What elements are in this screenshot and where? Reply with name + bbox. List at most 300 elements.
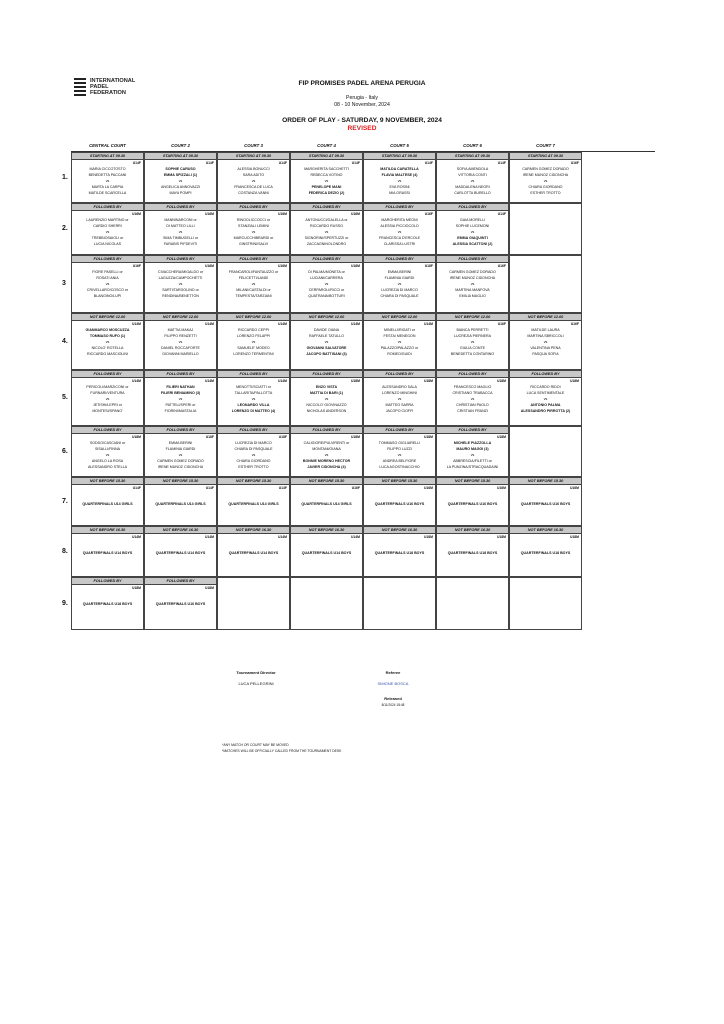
- player-name: MARIA CICCOTOSTO: [89, 167, 126, 171]
- player-name: FRANCAROLI/FANTAUZZO or: [228, 270, 279, 274]
- row-number: 6.: [62, 447, 68, 455]
- row-number: 5.: [62, 394, 68, 401]
- player-name: MARCUCCHIBRARDI or: [233, 236, 274, 240]
- time-bar: STARTING AT 09.30: [364, 153, 435, 160]
- time-bar: FOLLOWED BY: [145, 256, 216, 263]
- player-name: EMMA BERINI: [168, 441, 193, 445]
- match-cell: [144, 477, 217, 526]
- player-name: CIVACCHERA/MIGALDO or: [157, 270, 204, 274]
- player-name: ALESSIA PICCIOCOLO: [380, 224, 419, 228]
- category-label: U14F: [278, 486, 287, 490]
- time-bar: STARTING AT 09.30: [145, 153, 216, 160]
- player-name: ZACCAGNINOLONDRO: [306, 242, 347, 246]
- director-role: Tournament Director: [236, 670, 276, 675]
- player-name: IRENE MUNOZ CIDONCHA: [449, 276, 496, 280]
- category-label: U16F: [497, 322, 506, 326]
- row-number: 7.: [62, 497, 68, 505]
- category-label: U14F: [205, 161, 214, 165]
- time-bar: NOT BEFORE 15.30: [437, 478, 508, 485]
- quarterfinal-label: QUARTERFINALS U18 BOYS: [374, 551, 425, 555]
- player-name: COSTANZA VANNI: [238, 191, 269, 195]
- match-cell: [144, 526, 217, 577]
- player-name: PALAZZO/PALAZZO or: [380, 346, 419, 350]
- vs-label: vs: [324, 397, 329, 401]
- category-label: U16M: [204, 264, 214, 268]
- time-bar: NOT BEFORE 16.30: [437, 527, 508, 534]
- player-name: MARGHERITA MEONI: [381, 218, 418, 222]
- court-header: COURT 2: [171, 143, 190, 148]
- player-name: SOFIA AMENDOLA: [456, 167, 489, 171]
- player-name: ALESSIA BONUCCI: [237, 167, 270, 171]
- category-label: U14F: [278, 161, 287, 165]
- player-name: ANTONUCCI/GALELLA or: [305, 218, 348, 222]
- player-name: MARTA LA CARPIA: [91, 185, 124, 189]
- time-bar: FOLLOWED BY: [218, 204, 289, 211]
- time-bar: NOT BEFORE 12.00: [437, 314, 508, 321]
- quarterfinal-label: QUARTERFINALS U16 BOYS: [447, 502, 498, 506]
- quarterfinal-label: QUARTERFINALS U16 BOYS: [520, 502, 571, 506]
- player-name: PATTELI/SPERI or: [165, 403, 196, 407]
- quarterfinal-label: QUARTERFINALS U18 BOYS: [82, 602, 133, 606]
- time-bar: NOT BEFORE 12.00: [145, 314, 216, 321]
- match-cell: [290, 152, 363, 203]
- category-label: U16F: [497, 264, 506, 268]
- category-label: U18M: [496, 379, 506, 383]
- court-header: CENTRAL COURT: [89, 143, 126, 148]
- category-label: U14F: [424, 161, 433, 165]
- row-number: 2.: [62, 225, 68, 232]
- player-name: MARTINA SBRICCOLI: [527, 334, 564, 338]
- match-cell: [363, 255, 436, 313]
- time-bar: NOT BEFORE 15.30: [510, 478, 581, 485]
- player-name: TEMPESTA/TARZIANI: [235, 294, 272, 298]
- player-name: FEDERICA DEZIO (2): [308, 191, 345, 195]
- match-cell: [144, 370, 217, 426]
- player-name: MIA GRASSI: [389, 191, 410, 195]
- vs-label: vs: [543, 179, 548, 183]
- category-label: U18M: [131, 586, 141, 590]
- player-name: FLAMINIA GIARDI: [165, 447, 196, 451]
- time-bar: FOLLOWED BY: [364, 371, 435, 378]
- match-cell: [436, 526, 509, 577]
- player-name: DI MATTEO LILLI: [166, 224, 195, 228]
- player-name: FESTA/ MENEGON: [383, 334, 416, 338]
- time-bar: NOT BEFORE 16.30: [72, 527, 143, 534]
- time-bar: NOT BEFORE 16.30: [218, 527, 289, 534]
- player-name: JETISHI/LEPRI or: [93, 403, 122, 407]
- match-cell: [71, 370, 144, 426]
- player-name: FILIPPO RENZETTI: [164, 334, 197, 338]
- vs-label: vs: [470, 179, 475, 183]
- referee-signature: [368, 670, 418, 707]
- category-label: U16M: [277, 212, 287, 216]
- director-name: LUCA PELLEGRINI: [238, 681, 274, 686]
- match-cell: [217, 477, 290, 526]
- category-label: U16M: [569, 486, 579, 490]
- time-bar: FOLLOWED BY: [145, 427, 216, 434]
- category-label: U16F: [570, 161, 579, 165]
- player-name: IRENE MUNOZ CIDONCHA: [157, 465, 204, 469]
- player-name: ANTONIO PALMA: [530, 403, 561, 407]
- category-label: U18F: [424, 264, 433, 268]
- court-header: COURT 4: [317, 143, 336, 148]
- category-label: U14M: [204, 535, 214, 539]
- match-cell: [217, 255, 290, 313]
- vs-label: vs: [397, 179, 402, 183]
- player-name: MICHELE PIAZZOLLA: [453, 441, 492, 445]
- vs-label: vs: [178, 179, 183, 183]
- notes: [222, 742, 341, 754]
- category-label: U14M: [204, 322, 214, 326]
- category-label: U14F: [497, 212, 506, 216]
- player-name: ANDREA BELFIORE: [382, 459, 417, 463]
- match-cell: [144, 577, 217, 630]
- category-label: U16M: [277, 264, 287, 268]
- match-cell: [363, 477, 436, 526]
- time-bar: FOLLOWED BY: [364, 204, 435, 211]
- player-name: LUCREZIA PIERNERA: [454, 334, 491, 338]
- player-name: LUCA SENTIMENTALE: [526, 391, 565, 395]
- player-name: EMMA GIAQUINTI: [457, 236, 488, 240]
- category-label: U16F: [132, 264, 141, 268]
- player-name: VALENTINA PENA: [530, 346, 561, 350]
- time-bar: NOT BEFORE 16.30: [145, 527, 216, 534]
- match-cell: [436, 255, 509, 313]
- time-bar: FOLLOWED BY: [218, 256, 289, 263]
- player-name: LORENZO FELAPPI: [236, 334, 271, 338]
- time-bar: FOLLOWED BY: [72, 371, 143, 378]
- empty-cell: [436, 577, 509, 630]
- vs-label: vs: [105, 282, 110, 286]
- player-name: LORENZO MINGHINI: [382, 391, 417, 395]
- vs-label: vs: [397, 282, 402, 286]
- note-line: *ANY MATCH OR COURT MAY BE MOVED: [222, 743, 289, 747]
- vs-label: vs: [105, 453, 110, 457]
- player-name: SOPHIE LUCEMONI: [455, 224, 490, 228]
- empty-cell: [363, 577, 436, 630]
- time-bar: NOT BEFORE 15.30: [72, 478, 143, 485]
- player-name: CARDIO SHERRI: [93, 224, 122, 228]
- empty-cell: [509, 577, 582, 630]
- player-name: CARLOTTA BURELLO: [454, 191, 491, 195]
- vs-label: vs: [324, 453, 329, 457]
- vs-label: vs: [470, 397, 475, 401]
- category-label: U18M: [423, 435, 433, 439]
- player-name: MONTANI/OIANA: [312, 447, 341, 451]
- player-name: ESTHER TROTTO: [238, 465, 269, 469]
- category-label: U16M: [131, 212, 141, 216]
- note-line: *MATCHES WILL BE OFFICIALLY CALLED FROM THE TOURNAMENT DESK: [222, 749, 342, 753]
- time-bar: NOT BEFORE 15.30: [291, 478, 362, 485]
- player-name: RAFFAELE TATULLO: [309, 334, 344, 338]
- time-bar: FOLLOWED BY: [72, 204, 143, 211]
- match-cell: [71, 255, 144, 313]
- match-cell: [509, 526, 582, 577]
- match-cell: [217, 526, 290, 577]
- player-name: CRISTIAN FRANZI: [457, 409, 488, 413]
- player-name: FRANCESCA D'ERCOLE: [378, 236, 421, 240]
- player-name: SARA ADITO: [242, 173, 265, 177]
- player-name: CRISTIANO TRABACCA: [452, 391, 493, 395]
- category-label: U16F: [424, 212, 433, 216]
- category-label: U14M: [131, 322, 141, 326]
- vs-label: vs: [105, 179, 110, 183]
- player-name: RICCARDO MASCIOLINI: [87, 352, 128, 356]
- category-label: U14F: [205, 486, 214, 490]
- row-number: 8.: [62, 547, 68, 555]
- vs-label: vs: [105, 230, 110, 234]
- player-name: MARTINA MANFOVA: [455, 288, 490, 292]
- quarterfinal-label: QUARTERFINALS U14 GIRLS: [82, 502, 133, 506]
- empty-cell: [290, 577, 363, 630]
- vs-label: vs: [470, 230, 475, 234]
- player-name: EVA ROSINI: [389, 185, 410, 189]
- time-bar: FOLLOWED BY: [145, 371, 216, 378]
- time-bar: FOLLOWED BY: [291, 371, 362, 378]
- referee-name: SIMONE BOSCA: [377, 681, 409, 686]
- player-name: BONNIE MORENO HECTOR: [302, 459, 351, 463]
- player-name: MATTIA DI BARI (1): [310, 391, 343, 395]
- player-name: MENOTTI/SCIATTI or: [236, 385, 271, 389]
- empty-cell: [217, 577, 290, 630]
- player-name: FLAVIA MALTESE (4): [381, 173, 418, 177]
- player-name: MONTESI/SPANO': [92, 409, 123, 413]
- player-name: TREBBIOSAIOLI or: [91, 236, 124, 240]
- match-cell: [363, 152, 436, 203]
- time-bar: FOLLOWED BY: [437, 427, 508, 434]
- court-header: COURT 5: [390, 143, 409, 148]
- time-bar: FOLLOWED BY: [364, 256, 435, 263]
- time-bar: STARTING AT 09.30: [291, 153, 362, 160]
- match-cell: [290, 370, 363, 426]
- player-name: MANNINARCONI or: [164, 218, 197, 222]
- category-label: U16M: [423, 486, 433, 490]
- player-name: MATILDE LAURA: [531, 328, 560, 332]
- player-name: SIMA TIMBUGELLI or: [162, 236, 199, 240]
- order-of-play-title: ORDER OF PLAY - SATURDAY, 9 NOVEMBER, 2024: [282, 117, 442, 124]
- time-bar: FOLLOWED BY: [364, 427, 435, 434]
- time-bar: NOT BEFORE 12.00: [364, 314, 435, 321]
- time-bar: FOLLOWED BY: [437, 371, 508, 378]
- player-name: LUCREZIA DI MARCO: [381, 288, 418, 292]
- player-name: SOPHIE CARUSO: [165, 167, 196, 171]
- player-name: NICHOLAS ANDERSON: [306, 409, 347, 413]
- category-label: U16M: [350, 212, 360, 216]
- player-name: SODDO/CASCIANI or: [89, 441, 126, 445]
- player-name: RICCARDO RUSSO: [310, 224, 343, 228]
- quarterfinal-label: QUARTERFINALS U14 GIRLS: [228, 502, 279, 506]
- time-bar: NOT BEFORE 16.30: [510, 527, 581, 534]
- player-name: PENELOPE MANI: [311, 185, 342, 189]
- match-cell: [290, 203, 363, 255]
- match-cell: [509, 152, 582, 203]
- time-bar: FOLLOWED BY: [510, 371, 581, 378]
- vs-label: vs: [178, 282, 183, 286]
- match-cell: [363, 526, 436, 577]
- match-cell: [290, 526, 363, 577]
- time-bar: FOLLOWED BY: [218, 427, 289, 434]
- category-label: U14F: [132, 486, 141, 490]
- player-name: ROSATI ANIA: [96, 276, 119, 280]
- match-cell: [363, 313, 436, 370]
- time-bar: FOLLOWED BY: [72, 578, 143, 585]
- player-name: IRENE MUNOZ CIDONCHA: [522, 173, 569, 177]
- quarterfinal-label: QUARTERFINALS U14 BOYS: [82, 551, 133, 555]
- match-cell: [144, 255, 217, 313]
- match-cell: [217, 313, 290, 370]
- player-name: GINSTRINI/SALVI: [238, 242, 269, 246]
- time-bar: NOT BEFORE 15.30: [218, 478, 289, 485]
- category-label: U18M: [569, 535, 579, 539]
- player-name: LEONARDO VILLA: [237, 403, 270, 407]
- time-bar: FOLLOWED BY: [145, 204, 216, 211]
- quarterfinal-label: QUARTERFINALS U18 BOYS: [447, 551, 498, 555]
- court-header: COURT 7: [536, 143, 555, 148]
- player-name: DANIEL ROCCAFORTE: [161, 346, 200, 350]
- match-cell: [436, 370, 509, 426]
- time-bar: NOT BEFORE 12.00: [510, 314, 581, 321]
- player-name: GIOVANNI MARIELLO: [162, 352, 199, 356]
- player-name: TOMMASO GIGLIARELLI: [378, 441, 421, 445]
- match-cell: [363, 426, 436, 477]
- category-label: U14M: [277, 535, 287, 539]
- player-name: MADDALENA NEGRI: [455, 185, 490, 189]
- vs-label: vs: [397, 230, 402, 234]
- vs-label: vs: [397, 340, 402, 344]
- match-cell: [290, 426, 363, 477]
- vs-label: vs: [397, 453, 402, 457]
- player-name: NICOLO' ROTELLA: [91, 346, 124, 350]
- court-header: COURT 3: [244, 143, 263, 148]
- vs-label: vs: [324, 179, 329, 183]
- time-bar: STARTING AT 09.30: [437, 153, 508, 160]
- match-cell: [509, 255, 582, 313]
- player-name: RICCARDO RIDOI: [530, 385, 561, 389]
- time-bar: NOT BEFORE 12.00: [218, 314, 289, 321]
- player-name: GIOVANNI SALVATORE: [306, 346, 347, 350]
- player-name: FRANCESCA DE LUCA: [234, 185, 273, 189]
- time-bar: FOLLOWED BY: [437, 256, 508, 263]
- player-name: ANGELICA ANNOVAZZI: [160, 185, 201, 189]
- player-name: SARTI/TARGOLINO or: [162, 288, 199, 292]
- player-name: VITTORIA CONTI: [458, 173, 487, 177]
- player-name: ALESSANDRO PIRROTTA (2): [520, 409, 571, 413]
- match-cell: [363, 203, 436, 255]
- time-bar: NOT BEFORE 15.30: [145, 478, 216, 485]
- player-name: LUCIA NICOLAS: [93, 242, 122, 246]
- time-bar: STARTING AT 09.30: [72, 153, 143, 160]
- revised-label: REVISED: [347, 125, 377, 132]
- category-label: U14M: [277, 379, 287, 383]
- time-bar: NOT BEFORE 12.00: [72, 314, 143, 321]
- category-label: U18M: [496, 535, 506, 539]
- player-name: MINELLI/RIGATI or: [384, 328, 415, 332]
- player-name: DAVIDE OIANA: [313, 328, 340, 332]
- vs-label: vs: [470, 282, 475, 286]
- player-name: LUCA AGOSTINACCHIO: [379, 465, 420, 469]
- vs-label: vs: [178, 397, 183, 401]
- player-name: BLANGINO/LUPI: [93, 294, 122, 298]
- player-name: EMILIA MAGLIO: [459, 294, 486, 298]
- match-cell: [71, 426, 144, 477]
- player-name: REBECCA VOTINO: [310, 173, 343, 177]
- match-cell: [71, 577, 144, 630]
- player-name: MATILDE SCARCELLA: [88, 191, 127, 195]
- director-signature: [226, 670, 286, 686]
- vs-label: vs: [251, 340, 256, 344]
- player-name: FILIERI NATHAN: [166, 385, 195, 389]
- vs-label: vs: [251, 282, 256, 286]
- category-label: U14F: [351, 161, 360, 165]
- player-name: CARMEN GOMEZ DORADO: [157, 459, 204, 463]
- player-name: CARMEN GOMEZ DORADO: [449, 270, 496, 274]
- time-bar: FOLLOWED BY: [291, 204, 362, 211]
- quarterfinal-label: QUARTERFINALS U14 GIRLS: [301, 502, 352, 506]
- category-label: U18M: [423, 535, 433, 539]
- match-cell: [290, 255, 363, 313]
- tournament-dates: 08 - 10 November, 2024: [334, 102, 390, 108]
- player-name: MATILDA CARATELLA: [380, 167, 419, 171]
- player-name: EMMA SPIZZALI (1): [163, 173, 198, 177]
- vs-label: vs: [178, 453, 183, 457]
- vs-label: vs: [397, 397, 402, 401]
- category-label: U16M: [496, 486, 506, 490]
- ipf-logo-text: INTERNATIONAL PADEL FEDERATION: [90, 78, 136, 96]
- player-name: ABBRESCIA/FILETTI or: [453, 459, 492, 463]
- player-name: FURNARI/VENTURA: [90, 391, 125, 395]
- quarterfinal-label: QUARTERFINALS U14 GIRLS: [155, 502, 206, 506]
- player-name: JAVIER CIDONCHA (4): [307, 465, 346, 469]
- quarterfinal-label: QUARTERFINALS U16 BOYS: [374, 502, 425, 506]
- match-cell: [290, 313, 363, 370]
- player-name: FIORE PASELLI or: [92, 270, 123, 274]
- player-name: JACOPO CIOFFI: [385, 409, 414, 413]
- time-bar: FOLLOWED BY: [291, 256, 362, 263]
- vs-label: vs: [178, 230, 183, 234]
- player-name: LA PUNZINA/STRACQUADAINI: [446, 465, 499, 469]
- row-number: 1.: [62, 173, 68, 181]
- match-cell: [71, 313, 144, 370]
- player-name: ALESSANDRO STELLA: [88, 465, 127, 469]
- player-name: ANGELO LA ROSA: [91, 459, 124, 463]
- player-name: LUCREZIA DI MARCO: [235, 441, 272, 445]
- category-label: U18F: [205, 435, 214, 439]
- category-label: U14M: [204, 379, 214, 383]
- vs-label: vs: [324, 340, 329, 344]
- player-name: STANZIALI LEMINI: [238, 224, 269, 228]
- vs-label: vs: [543, 340, 548, 344]
- player-name: MAURO MAGGI (3): [456, 447, 489, 451]
- vs-label: vs: [470, 453, 475, 457]
- match-cell: [144, 426, 217, 477]
- row-number: 3: [62, 280, 66, 287]
- player-name: JACOPO BATTISANI (3): [306, 352, 347, 356]
- category-label: U16M: [350, 264, 360, 268]
- category-label: U16F: [351, 486, 360, 490]
- released-time: 8/11/2024 18:48: [381, 703, 405, 707]
- match-cell: [71, 152, 144, 203]
- player-name: ESTHER TROTTO: [530, 191, 561, 195]
- court-header: COURT 6: [463, 143, 482, 148]
- player-name: FILIPPO LUZZI: [387, 447, 412, 451]
- row-number: 9.: [62, 599, 68, 607]
- match-cell: [217, 152, 290, 203]
- vs-label: vs: [251, 453, 256, 457]
- match-cell: [509, 477, 582, 526]
- match-cell: [509, 203, 582, 255]
- player-name: FILIERI BENIAMINO (3): [160, 391, 201, 395]
- match-cell: [436, 477, 509, 526]
